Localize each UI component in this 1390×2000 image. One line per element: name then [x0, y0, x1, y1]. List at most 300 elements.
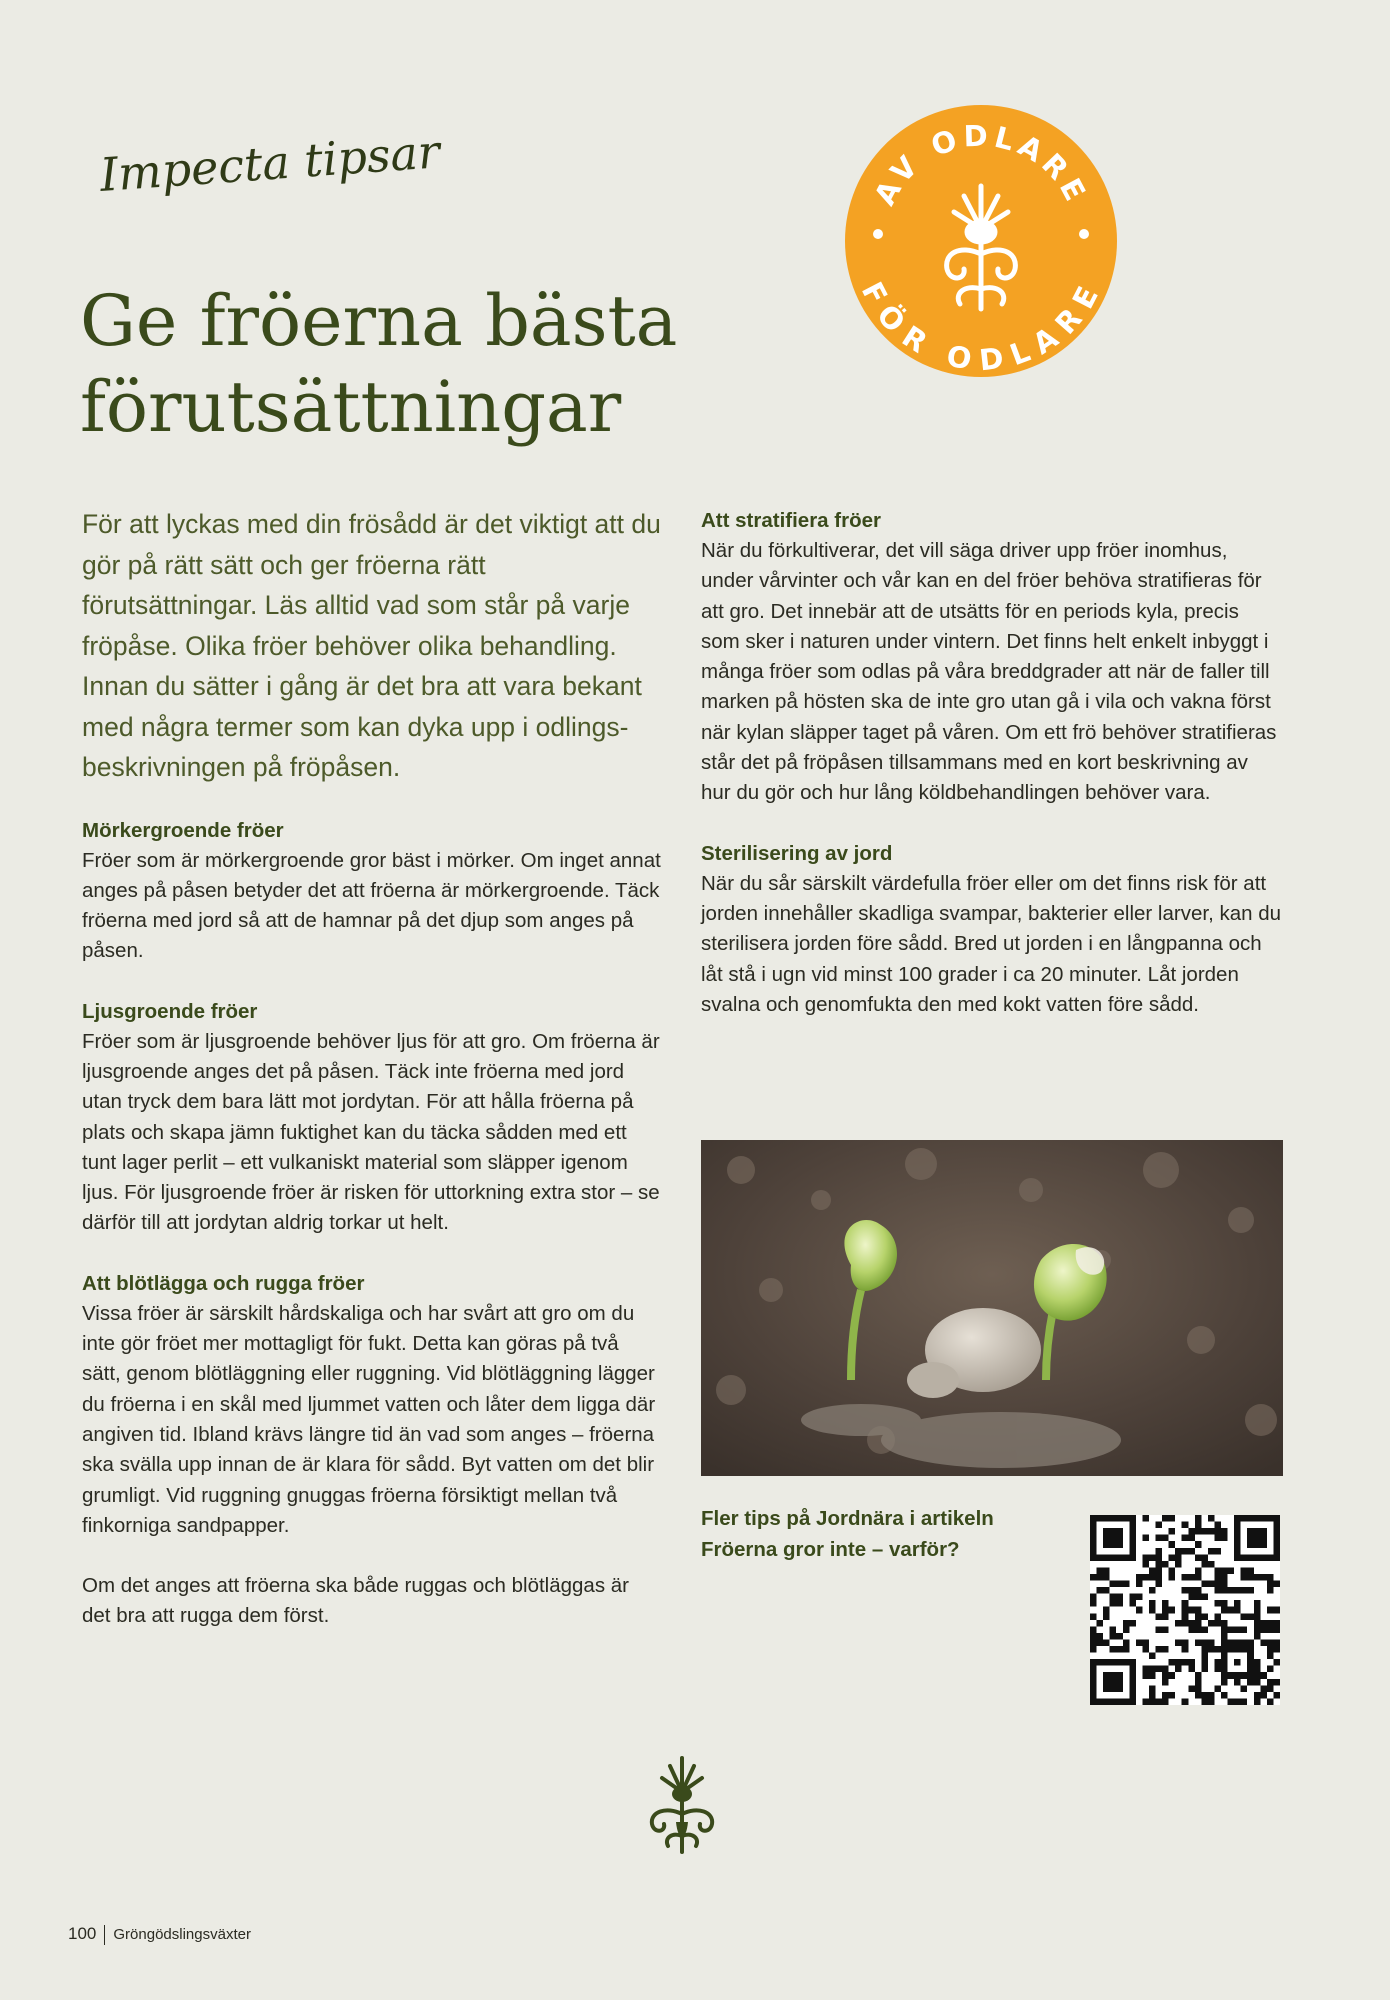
qr-module — [1208, 1561, 1215, 1568]
qr-module — [1090, 1633, 1097, 1640]
qr-module — [1149, 1574, 1156, 1581]
qr-module — [1097, 1698, 1104, 1705]
qr-module — [1142, 1554, 1149, 1561]
qr-module — [1175, 1548, 1182, 1555]
qr-module — [1241, 1567, 1248, 1574]
qr-module — [1156, 1646, 1163, 1653]
qr-module — [1129, 1554, 1136, 1561]
qr-module — [1097, 1554, 1104, 1561]
qr-module — [1123, 1620, 1130, 1627]
qr-module — [1195, 1522, 1202, 1529]
qr-module — [1097, 1633, 1104, 1640]
qr-module — [1129, 1522, 1136, 1529]
qr-module — [1110, 1685, 1117, 1692]
qr-module — [1090, 1659, 1097, 1666]
qr-module — [1103, 1528, 1110, 1535]
qr-module — [1090, 1535, 1097, 1542]
qr-module — [1136, 1574, 1143, 1581]
qr-module — [1090, 1685, 1097, 1692]
qr-module — [1156, 1666, 1163, 1673]
qr-module — [1142, 1639, 1149, 1646]
qr-module — [1247, 1679, 1254, 1686]
qr-module — [1116, 1581, 1123, 1588]
qr-module — [1182, 1698, 1189, 1705]
qr-module — [1260, 1535, 1267, 1542]
qr-module — [1260, 1692, 1267, 1699]
qr-module — [1254, 1574, 1261, 1581]
page-number: 100 — [68, 1924, 97, 1943]
qr-module — [1267, 1515, 1274, 1522]
qr-module — [1103, 1698, 1110, 1705]
qr-module — [1116, 1515, 1123, 1522]
qr-module — [1169, 1554, 1176, 1561]
qr-module — [1116, 1554, 1123, 1561]
qr-module — [1234, 1698, 1241, 1705]
qr-module — [1182, 1639, 1189, 1646]
qr-module — [1214, 1567, 1221, 1574]
qr-module — [1188, 1685, 1195, 1692]
qr-module — [1221, 1528, 1228, 1535]
qr-module — [1273, 1620, 1280, 1627]
more-tips-line-2: Fröerna gror inte – varför? — [701, 1537, 960, 1561]
qr-module — [1175, 1620, 1182, 1627]
qr-module — [1267, 1626, 1274, 1633]
right-column — [701, 506, 1281, 1050]
qr-module — [1221, 1666, 1228, 1673]
qr-module — [1090, 1541, 1097, 1548]
qr-module — [1201, 1659, 1208, 1666]
qr-module — [1116, 1698, 1123, 1705]
qr-module — [1123, 1581, 1130, 1588]
qr-module — [1110, 1581, 1117, 1588]
qr-module — [1156, 1698, 1163, 1705]
qr-module — [1228, 1672, 1235, 1679]
more-tips — [701, 1504, 1081, 1565]
qr-module — [1103, 1639, 1110, 1646]
qr-module — [1254, 1692, 1261, 1699]
qr-module — [1149, 1698, 1156, 1705]
seedling-photo — [701, 1140, 1283, 1476]
qr-module — [1169, 1574, 1176, 1581]
qr-module — [1156, 1613, 1163, 1620]
qr-module — [1156, 1581, 1163, 1588]
qr-module — [1260, 1620, 1267, 1627]
qr-module — [1149, 1685, 1156, 1692]
qr-module — [1149, 1567, 1156, 1574]
qr-module — [1097, 1574, 1104, 1581]
qr-module — [1247, 1567, 1254, 1574]
qr-module — [1254, 1515, 1261, 1522]
qr-module — [1195, 1679, 1202, 1686]
page-title-line-2: förutsättningar — [80, 366, 622, 448]
qr-module — [1267, 1646, 1274, 1653]
qr-module — [1182, 1646, 1189, 1653]
qr-module — [1247, 1659, 1254, 1666]
qr-module — [1136, 1607, 1143, 1614]
qr-module — [1149, 1587, 1156, 1594]
qr-module — [1110, 1594, 1117, 1601]
qr-module — [1103, 1679, 1110, 1686]
qr-module — [1241, 1613, 1248, 1620]
qr-module — [1103, 1613, 1110, 1620]
qr-module — [1273, 1528, 1280, 1535]
qr-module — [1195, 1541, 1202, 1548]
qr-module — [1201, 1613, 1208, 1620]
section-blotlagga-rugga — [82, 1269, 662, 1541]
qr-module — [1221, 1639, 1228, 1646]
qr-module — [1214, 1646, 1221, 1653]
qr-module — [1247, 1528, 1254, 1535]
qr-module — [1188, 1620, 1195, 1627]
qr-module — [1195, 1613, 1202, 1620]
qr-module — [1241, 1587, 1248, 1594]
qr-module — [1195, 1626, 1202, 1633]
qr-module — [1254, 1679, 1261, 1686]
qr-module — [1116, 1659, 1123, 1666]
qr-module — [1103, 1535, 1110, 1542]
qr-module — [1090, 1613, 1097, 1620]
footer-divider — [104, 1925, 105, 1945]
qr-module — [1234, 1554, 1241, 1561]
qr-module — [1156, 1561, 1163, 1568]
qr-module — [1254, 1633, 1261, 1640]
qr-module — [1247, 1587, 1254, 1594]
qr-module — [1136, 1594, 1143, 1601]
qr-module — [1175, 1554, 1182, 1561]
qr-module — [1188, 1607, 1195, 1614]
qr-module — [1273, 1639, 1280, 1646]
flower-ornament-icon — [628, 1752, 736, 1856]
qr-module — [1195, 1528, 1202, 1535]
qr-module — [1097, 1659, 1104, 1666]
qr-module — [1129, 1659, 1136, 1666]
qr-module — [1162, 1535, 1169, 1542]
qr-module — [1142, 1666, 1149, 1673]
qr-module — [1090, 1646, 1097, 1653]
qr-module — [1214, 1528, 1221, 1535]
qr-code[interactable] — [1090, 1515, 1280, 1705]
qr-module — [1182, 1607, 1189, 1614]
qr-module — [1162, 1672, 1169, 1679]
qr-module — [1123, 1639, 1130, 1646]
qr-module — [1188, 1535, 1195, 1542]
qr-module — [1234, 1646, 1241, 1653]
qr-module — [1260, 1541, 1267, 1548]
qr-module — [1090, 1594, 1097, 1601]
qr-module — [1129, 1515, 1136, 1522]
qr-module — [1188, 1587, 1195, 1594]
qr-module — [1214, 1574, 1221, 1581]
qr-module — [1247, 1653, 1254, 1660]
qr-module — [1241, 1554, 1248, 1561]
qr-module — [1182, 1613, 1189, 1620]
qr-module — [1169, 1528, 1176, 1535]
qr-module — [1247, 1646, 1254, 1653]
qr-module — [1116, 1685, 1123, 1692]
qr-module — [1195, 1607, 1202, 1614]
qr-module — [1234, 1659, 1241, 1666]
qr-module — [1241, 1639, 1248, 1646]
qr-module — [1208, 1639, 1215, 1646]
qr-module — [1234, 1548, 1241, 1555]
qr-module — [1234, 1587, 1241, 1594]
qr-module — [1273, 1626, 1280, 1633]
qr-module — [1090, 1515, 1097, 1522]
qr-module — [1090, 1554, 1097, 1561]
qr-module — [1221, 1587, 1228, 1594]
qr-module — [1254, 1620, 1261, 1627]
qr-module — [1116, 1633, 1123, 1640]
qr-module — [1175, 1659, 1182, 1666]
qr-module — [1221, 1600, 1228, 1607]
qr-module — [1182, 1620, 1189, 1627]
qr-module — [1214, 1620, 1221, 1627]
qr-module — [1260, 1626, 1267, 1633]
qr-module — [1234, 1607, 1241, 1614]
qr-module — [1182, 1587, 1189, 1594]
qr-module — [1188, 1626, 1195, 1633]
qr-module — [1267, 1607, 1274, 1614]
qr-module — [1208, 1646, 1215, 1653]
qr-module — [1162, 1600, 1169, 1607]
qr-module — [1142, 1698, 1149, 1705]
qr-module — [1090, 1522, 1097, 1529]
qr-module — [1228, 1698, 1235, 1705]
qr-module — [1254, 1626, 1261, 1633]
qr-module — [1175, 1561, 1182, 1568]
qr-module — [1149, 1600, 1156, 1607]
qr-module — [1110, 1515, 1117, 1522]
qr-module — [1195, 1554, 1202, 1561]
rugga-note — [82, 1571, 662, 1632]
qr-module — [1162, 1646, 1169, 1653]
qr-module — [1110, 1679, 1117, 1686]
qr-module — [1142, 1535, 1149, 1542]
section-stratifiera — [701, 506, 1281, 809]
qr-module — [1090, 1672, 1097, 1679]
qr-module — [1090, 1574, 1097, 1581]
qr-module — [1267, 1653, 1274, 1660]
qr-module — [1103, 1554, 1110, 1561]
qr-module — [1241, 1626, 1248, 1633]
qr-module — [1195, 1685, 1202, 1692]
qr-module — [1221, 1633, 1228, 1640]
qr-module — [1169, 1541, 1176, 1548]
qr-module — [1273, 1607, 1280, 1614]
qr-module — [1090, 1548, 1097, 1555]
section-title: Mörkergroende fröer — [82, 818, 284, 842]
qr-module — [1195, 1574, 1202, 1581]
section-body: Vissa fröer är särskilt hårdskaliga och har svårt att gro om du inte gör fröet mer mottagligt för fukt. Detta kan göras på två sätt, genom blötläggning eller ruggning. Vid blötläggning lägger du fröerna i en skål med ljummet vatten och låter dem ligga där angiven tid. Ibland krävs längre tid än vad som anges – fröerna ska svälla upp innan de är klara för sådd. Byt vatten om det blir grumligt. Vid ruggning gnuggas fröerna försiktigt mellan två finkorniga sandpapper. — [82, 1301, 656, 1537]
qr-module — [1201, 1698, 1208, 1705]
qr-module — [1247, 1515, 1254, 1522]
qr-module — [1090, 1698, 1097, 1705]
qr-module — [1267, 1685, 1274, 1692]
qr-module — [1214, 1587, 1221, 1594]
qr-module — [1129, 1541, 1136, 1548]
qr-module — [1110, 1672, 1117, 1679]
page-title-line-1: Ge fröerna bästa — [80, 280, 678, 362]
qr-module — [1142, 1515, 1149, 1522]
qr-module — [1162, 1515, 1169, 1522]
qr-module — [1110, 1528, 1117, 1535]
section-sterilisering — [701, 839, 1281, 1020]
qr-module — [1156, 1522, 1163, 1529]
qr-module — [1234, 1639, 1241, 1646]
qr-module — [1175, 1639, 1182, 1646]
qr-module — [1254, 1554, 1261, 1561]
qr-module — [1273, 1522, 1280, 1529]
qr-module — [1162, 1679, 1169, 1686]
qr-module — [1162, 1613, 1169, 1620]
qr-module — [1195, 1692, 1202, 1699]
qr-module — [1221, 1672, 1228, 1679]
qr-module — [1234, 1535, 1241, 1542]
qr-module — [1247, 1535, 1254, 1542]
qr-module — [1247, 1666, 1254, 1673]
qr-module — [1247, 1574, 1254, 1581]
qr-module — [1149, 1653, 1156, 1660]
qr-module — [1142, 1646, 1149, 1653]
qr-module — [1142, 1574, 1149, 1581]
qr-module — [1110, 1646, 1117, 1653]
qr-module — [1260, 1515, 1267, 1522]
qr-module — [1234, 1679, 1241, 1686]
section-body: När du förkultiverar, det vill säga driver upp fröer inomhus, under vårvinter och vår kan en del fröer behöva stratifieras för att gro. Det innebär att de utsätts för en periods kyla, precis som sker i naturen under vintern. Det finns helt enkelt inbyggt i många fröer som odlas på våra breddgrader att när de faller till marken på hösten ska de inte gro utan gå i vila och vakna först när kylan släpper taget på våren. Om ett frö behöver stratifieras står det på fröpåsen tillsammans med en kort beskrivning av hur du gör och hur lång köldbehandlingen behöver vara. — [701, 539, 1277, 805]
qr-module — [1110, 1698, 1117, 1705]
qr-module — [1142, 1672, 1149, 1679]
qr-module — [1254, 1666, 1261, 1673]
qr-module — [1241, 1515, 1248, 1522]
qr-module — [1254, 1672, 1261, 1679]
qr-module — [1116, 1672, 1123, 1679]
qr-module — [1201, 1554, 1208, 1561]
section-title: Ljusgroende fröer — [82, 999, 258, 1023]
qr-module — [1188, 1659, 1195, 1666]
qr-module — [1110, 1659, 1117, 1666]
qr-module — [1123, 1646, 1130, 1653]
section-body: När du sår särskilt värdefulla fröer eller om det finns risk för att jorden innehåller skadliga svampar, bakterier eller larver, kan du sterilisera jorden före sådd. Bred ut jorden i en långpanna och låt stå i ugn vid minst 100 grader i ca 20 minuter. Låt jorden svalna och genomfukta den med kokt vatten före sådd. — [701, 871, 1282, 1016]
page-title — [80, 278, 720, 450]
qr-module — [1116, 1541, 1123, 1548]
qr-module — [1129, 1692, 1136, 1699]
qr-module — [1110, 1626, 1117, 1633]
badge-top-text: AV ODLARE — [867, 118, 1095, 211]
qr-module — [1208, 1548, 1215, 1555]
qr-module — [1097, 1587, 1104, 1594]
qr-module — [1228, 1639, 1235, 1646]
qr-module — [1162, 1626, 1169, 1633]
qr-module — [1221, 1659, 1228, 1666]
qr-module — [1254, 1607, 1261, 1614]
qr-module — [1208, 1620, 1215, 1627]
qr-module — [1162, 1561, 1169, 1568]
qr-module — [1103, 1607, 1110, 1614]
qr-module — [1221, 1567, 1228, 1574]
qr-module — [1103, 1541, 1110, 1548]
qr-module — [1123, 1554, 1130, 1561]
footer-section: Gröngödslingsväxter — [113, 1926, 251, 1943]
qr-module — [1234, 1528, 1241, 1535]
qr-module — [1273, 1554, 1280, 1561]
qr-module — [1208, 1692, 1215, 1699]
qr-module — [1097, 1639, 1104, 1646]
qr-module — [1267, 1639, 1274, 1646]
qr-module — [1214, 1548, 1221, 1555]
qr-module — [1116, 1600, 1123, 1607]
qr-module — [1162, 1692, 1169, 1699]
qr-module — [1156, 1567, 1163, 1574]
qr-module — [1129, 1528, 1136, 1535]
kicker-title: Impecta tipsar — [98, 124, 442, 202]
section-morkergroende — [82, 816, 662, 967]
qr-module — [1097, 1620, 1104, 1627]
qr-module — [1260, 1672, 1267, 1679]
qr-module — [1123, 1659, 1130, 1666]
qr-module — [1234, 1600, 1241, 1607]
qr-module — [1214, 1685, 1221, 1692]
qr-module — [1201, 1666, 1208, 1673]
qr-module — [1103, 1587, 1110, 1594]
badge-dot-right — [1079, 229, 1089, 239]
section-title: Sterilisering av jord — [701, 841, 893, 865]
qr-module — [1234, 1626, 1241, 1633]
qr-module — [1116, 1646, 1123, 1653]
qr-module — [1116, 1679, 1123, 1686]
qr-module — [1221, 1646, 1228, 1653]
qr-module — [1129, 1685, 1136, 1692]
qr-module — [1129, 1666, 1136, 1673]
qr-module — [1228, 1626, 1235, 1633]
badge-dot-left — [873, 229, 883, 239]
qr-module — [1221, 1574, 1228, 1581]
qr-module — [1214, 1581, 1221, 1588]
section-title: Att stratifiera fröer — [701, 509, 881, 532]
qr-module — [1103, 1672, 1110, 1679]
qr-module — [1201, 1528, 1208, 1535]
qr-module — [1241, 1685, 1248, 1692]
qr-module — [1267, 1679, 1274, 1686]
qr-module — [1221, 1692, 1228, 1699]
qr-module — [1254, 1535, 1261, 1542]
qr-module — [1267, 1554, 1274, 1561]
qr-module — [1247, 1541, 1254, 1548]
qr-module — [1097, 1515, 1104, 1522]
qr-module — [1090, 1666, 1097, 1673]
qr-module — [1228, 1646, 1235, 1653]
more-tips-line-1: Fler tips på Jordnära i artikeln — [701, 1507, 994, 1530]
qr-module — [1208, 1698, 1215, 1705]
qr-module — [1103, 1685, 1110, 1692]
qr-module — [1208, 1515, 1215, 1522]
qr-module — [1182, 1659, 1189, 1666]
qr-module — [1162, 1666, 1169, 1673]
qr-module — [1273, 1692, 1280, 1699]
qr-module — [1142, 1561, 1149, 1568]
qr-module — [1273, 1515, 1280, 1522]
qr-module — [1254, 1600, 1261, 1607]
section-title: Att blötlägga och rugga fröer — [82, 1271, 365, 1295]
qr-module — [1221, 1535, 1228, 1542]
qr-module — [1254, 1528, 1261, 1535]
badge-bottom-text: FÖR ODLARE — [854, 276, 1108, 378]
qr-module — [1241, 1698, 1248, 1705]
qr-module — [1149, 1554, 1156, 1561]
qr-module — [1129, 1620, 1136, 1627]
section-body: Fröer som är mörkergroende gror bäst i mörker. Om inget annat anges på påsen betyder det att fröerna är mörkergroende. Täck fröerna med jord så att de hamnar på det djup som anges på påsen. — [82, 848, 661, 963]
qr-module — [1188, 1548, 1195, 1555]
qr-module — [1162, 1607, 1169, 1614]
